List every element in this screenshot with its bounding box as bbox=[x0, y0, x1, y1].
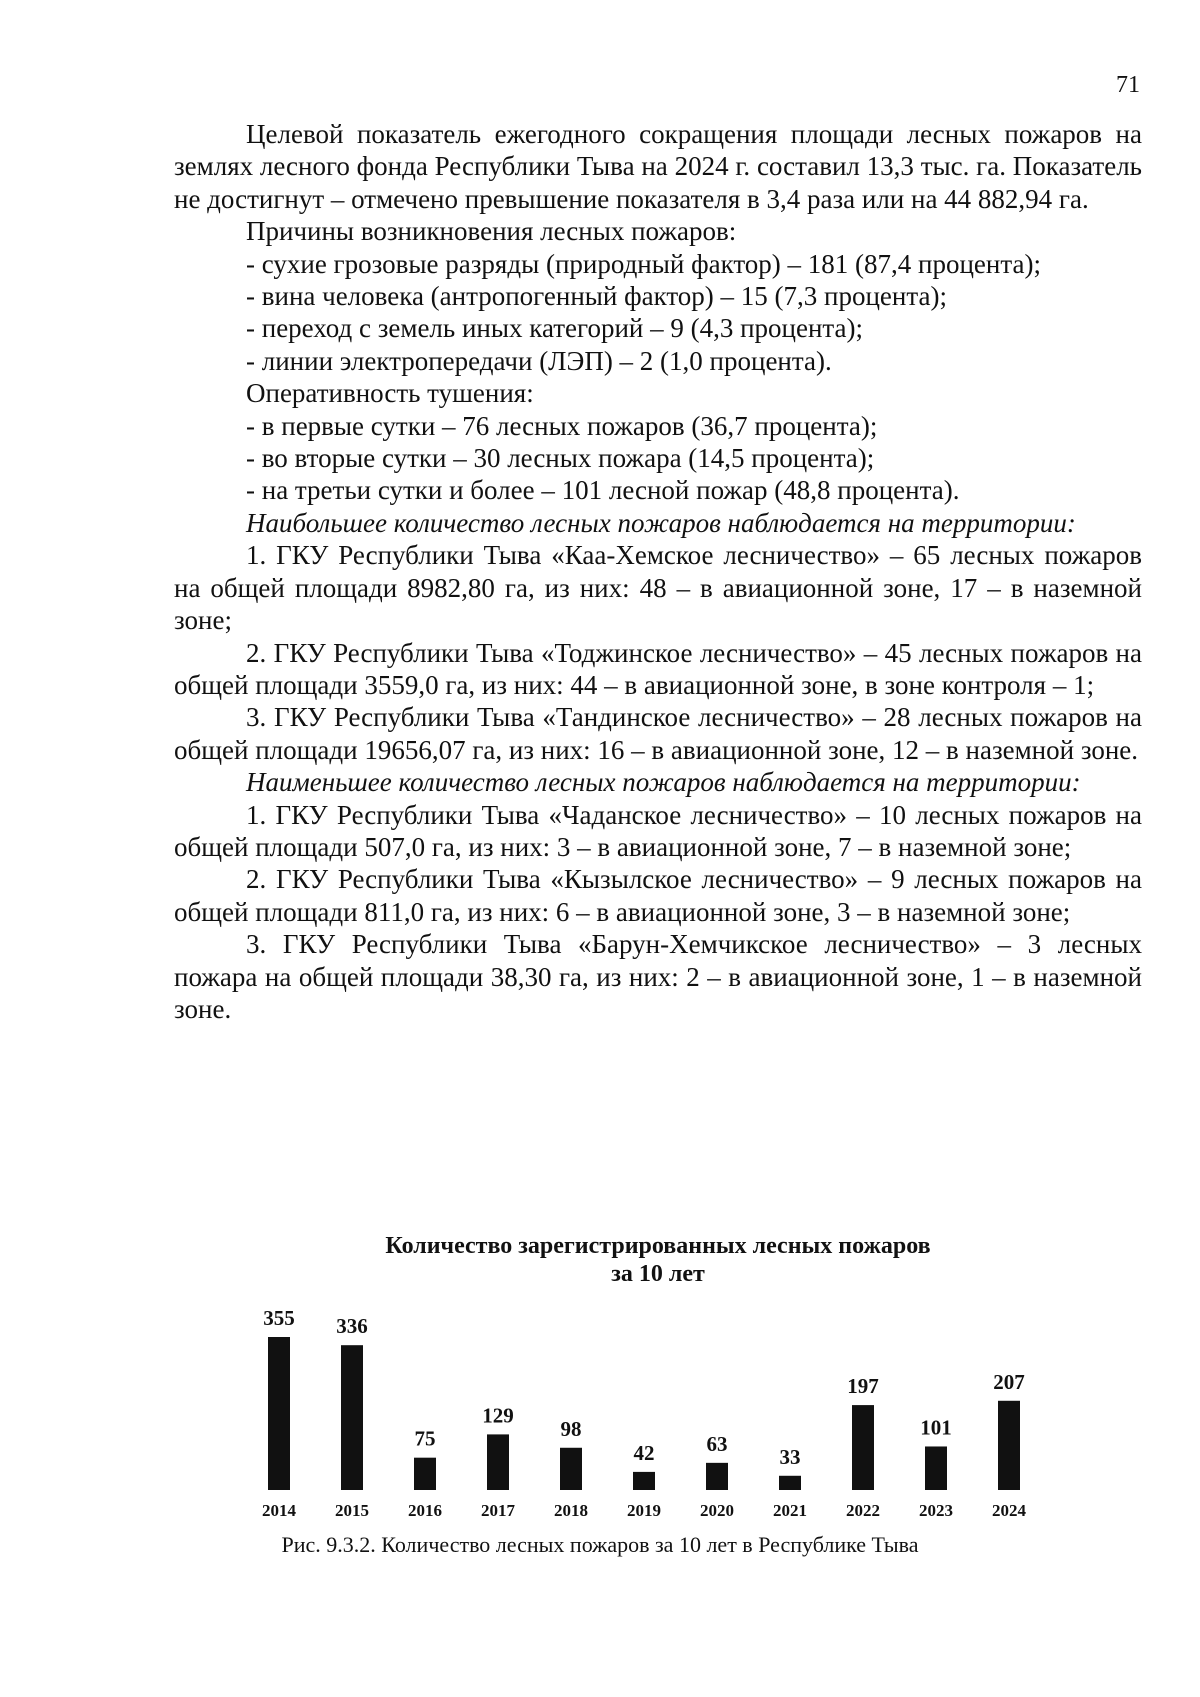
paragraph-7: - в первые сутки – 76 лесных пожаров (36,7 процента); bbox=[246, 410, 878, 441]
x-tick-2015: 2015 bbox=[335, 1501, 369, 1520]
data-label-2014: 355 bbox=[263, 1306, 295, 1330]
paragraph-1: Причины возникновения лесных пожаров: bbox=[246, 216, 737, 247]
bar-2014 bbox=[268, 1337, 290, 1490]
figure-chart bbox=[174, 1232, 1142, 1562]
paragraph-6: Оперативность тушения: bbox=[246, 378, 534, 409]
chart-title-line1: Количество зарегистрированных лесных пожаров bbox=[385, 1233, 931, 1259]
paragraph-4: - переход с земель иных категорий – 9 (4,3 процента); bbox=[246, 313, 864, 344]
data-label-2024: 207 bbox=[993, 1369, 1025, 1394]
x-tick-2014: 2014 bbox=[262, 1501, 296, 1520]
x-tick-2024: 2024 bbox=[992, 1501, 1026, 1520]
paragraph-5: - линии электропередачи (ЛЭП) – 2 (1,0 процента). bbox=[246, 345, 832, 376]
bar-2015 bbox=[341, 1345, 363, 1490]
x-tick-2022: 2022 bbox=[846, 1501, 880, 1520]
bar-2022 bbox=[852, 1405, 874, 1490]
bar-2020 bbox=[706, 1463, 728, 1490]
x-tick-2017: 2017 bbox=[481, 1501, 515, 1520]
bar-2019 bbox=[633, 1472, 655, 1490]
data-label-2023: 101 bbox=[920, 1415, 952, 1440]
paragraph-12: 2. ГКУ Республики Тыва «Тоджинское лесничество» – 45 лесных пожаров на общей площади 3559,0 га, из них: 44 – в авиационной зоне, в зоне контроля – 1; bbox=[174, 637, 1142, 700]
paragraph-17: 3. ГКУ Республики Тыва «Барун-Хемчикское лесничество» – 3 лесных пожара на общей площади 38,30 га, из них: 2 – в авиационной зоне, 1 – в наземной зоне. bbox=[174, 929, 1142, 1024]
paragraph-15: 1. ГКУ Республики Тыва «Чаданское лесничество» – 10 лесных пожаров на общей площади 507,0 га, из них: 3 – в авиационной зоне, 7 – в наземной зоне; bbox=[174, 799, 1142, 862]
x-tick-2019: 2019 bbox=[627, 1501, 661, 1520]
bar-2021 bbox=[779, 1476, 801, 1490]
x-tick-2018: 2018 bbox=[554, 1501, 588, 1520]
body-text bbox=[174, 118, 1142, 1025]
data-label-2022: 197 bbox=[847, 1374, 879, 1399]
data-label-2015: 336 bbox=[336, 1314, 368, 1339]
bar-chart bbox=[174, 1232, 1142, 1532]
paragraph-8: - во вторые сутки – 30 лесных пожара (14,5 процента); bbox=[246, 443, 875, 474]
data-label-2018: 98 bbox=[560, 1416, 582, 1441]
chart-title-line2: за 10 лет bbox=[611, 1261, 705, 1287]
paragraph-11: 1. ГКУ Республики Тыва «Каа-Хемское лесничество» – 65 лесных пожаров на общей площади 8982,80 га, из них: 48 – в авиационной зоне, 17 – в наземной зоне; bbox=[174, 540, 1142, 636]
data-label-2016: 75 bbox=[414, 1426, 436, 1451]
paragraph-0: Целевой показатель ежегодного сокращения площади лесных пожаров на землях лесного фонда Республики Тыва на 2024 г. составил 13,3 тыс. га. Показатель не достигнут – отмечено превышение показателя в 3,4 раза или на 44 882,94 га. bbox=[174, 119, 1142, 214]
data-label-2021: 33 bbox=[779, 1444, 801, 1469]
paragraph-14: Наименьшее количество лесных пожаров наблюдается на территории: bbox=[246, 767, 1081, 798]
x-tick-2020: 2020 bbox=[700, 1501, 734, 1520]
paragraph-16: 2. ГКУ Республики Тыва «Кызылское лесничество» – 9 лесных пожаров на общей площади 811,0 га, из них: 6 – в авиационной зоне, 3 – в наземной зоне; bbox=[174, 864, 1142, 927]
x-tick-2021: 2021 bbox=[773, 1501, 807, 1520]
paragraph-2: - сухие грозовые разряды (природный фактор) – 181 (87,4 процента); bbox=[246, 248, 1041, 279]
bar-2023 bbox=[925, 1446, 947, 1490]
data-label-2017: 129 bbox=[482, 1403, 514, 1428]
paragraph-13: 3. ГКУ Республики Тыва «Тандинское лесничество» – 28 лесных пожаров на общей площади 19656,07 га, из них: 16 – в авиационной зоне, 12 – в наземной зоне. bbox=[174, 702, 1142, 765]
figure-caption: Рис. 9.3.2. Количество лесных пожаров за 10 лет в Республике Тыва bbox=[281, 1532, 919, 1557]
bar-2016 bbox=[414, 1458, 436, 1490]
bar-2017 bbox=[487, 1434, 509, 1490]
paragraph-10: Наибольшее количество лесных пожаров наблюдается на территории: bbox=[246, 507, 1076, 538]
bar-2024 bbox=[998, 1401, 1020, 1490]
x-tick-2016: 2016 bbox=[408, 1501, 442, 1520]
data-label-2019: 42 bbox=[633, 1440, 655, 1465]
bar-2018 bbox=[560, 1448, 582, 1490]
x-tick-2023: 2023 bbox=[919, 1501, 953, 1520]
data-label-2020: 63 bbox=[706, 1431, 728, 1456]
paragraph-9: - на третьи сутки и более – 101 лесной пожар (48,8 процента). bbox=[246, 475, 960, 506]
paragraph-3: - вина человека (антропогенный фактор) – 15 (7,3 процента); bbox=[246, 281, 947, 312]
page-number: 71 bbox=[1116, 72, 1140, 98]
